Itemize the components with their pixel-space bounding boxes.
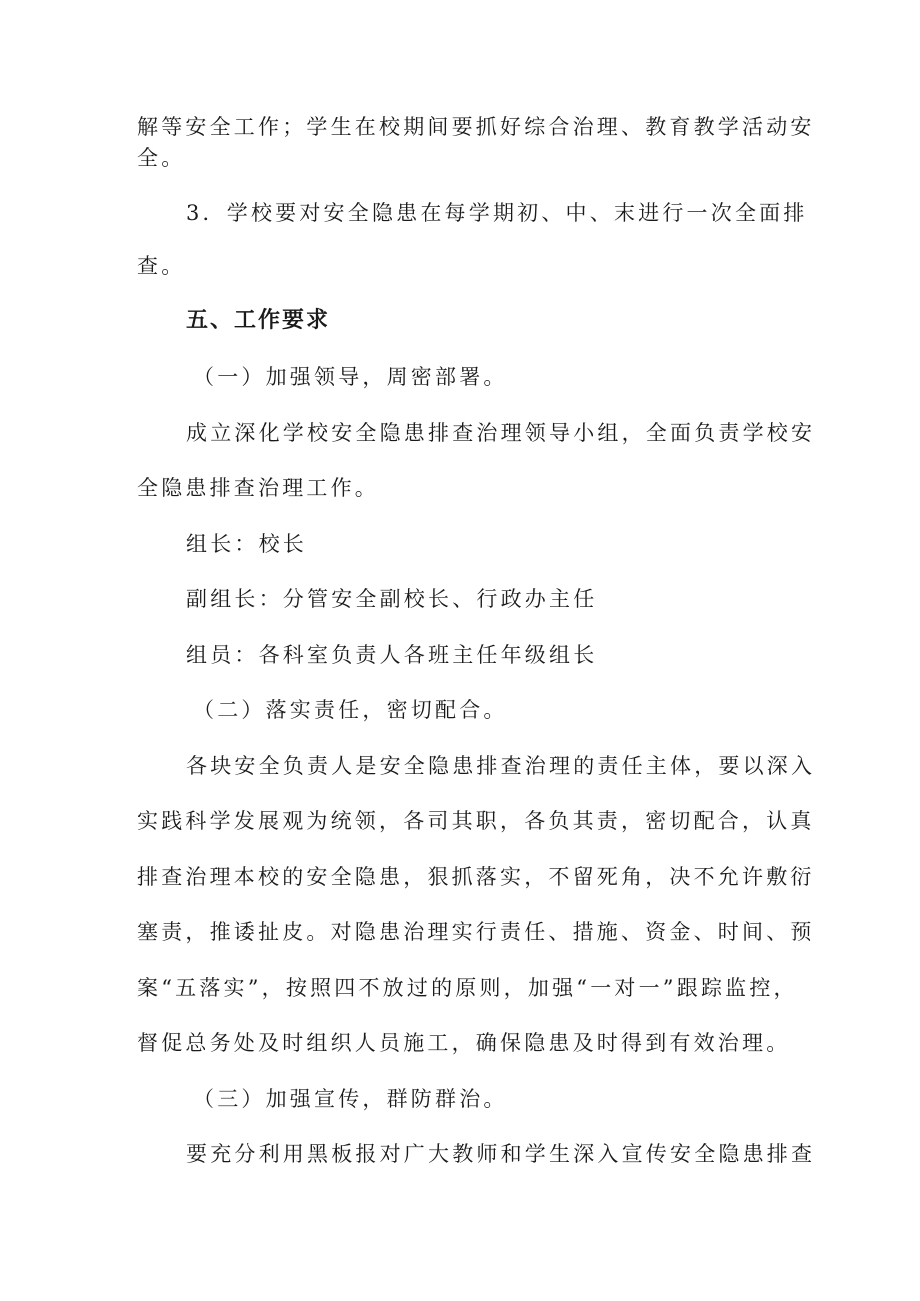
paragraph-line: 督促总务处及时组织人员施工，确保隐患及时得到有效治理。 — [137, 1031, 791, 1055]
body-text-line: 查。 — [137, 254, 186, 278]
list-item-3: 3．学校要对安全隐患在每学期初、中、末进行一次全面排 — [186, 201, 808, 225]
subsection-heading-3: （三）加强宣传，群防群治。 — [193, 1087, 508, 1111]
body-text-line: 全。 — [137, 146, 186, 170]
paragraph-line: 案“五落实”，按照四不放过的原则，加强“一对一”跟踪监控， — [137, 976, 798, 1000]
paragraph-line: 各块安全负责人是安全隐患排查治理的责任主体，要以深入 — [186, 754, 816, 778]
subsection-heading-2: （二）落实责任，密切配合。 — [193, 698, 508, 722]
paragraph-line: 实践科学发展观为统领，各司其职，各负其责，密切配合，认真 — [137, 809, 815, 833]
subsection-heading-1: （一）加强领导，周密部署。 — [193, 365, 508, 389]
paragraph-line: 全隐患排查治理工作。 — [137, 476, 379, 500]
leader-line: 组长：校长 — [186, 532, 307, 556]
deputy-leader-line: 副组长：分管安全副校长、行政办主任 — [186, 587, 598, 611]
paragraph-line: 塞责，推诿扯皮。对隐患治理实行责任、措施、资金、时间、预 — [137, 920, 815, 944]
paragraph-line: 成立深化学校安全隐患排查治理领导小组，全面负责学校安 — [186, 421, 816, 445]
paragraph-line: 要充分利用黑板报对广大教师和学生深入宣传安全隐患排查 — [186, 1142, 816, 1166]
section-heading: 五、工作要求 — [186, 308, 331, 333]
paragraph-line: 排查治理本校的安全隐患，狠抓落实，不留死角，决不允许敷衍 — [137, 865, 815, 889]
members-line: 组员：各科室负责人各班主任年级组长 — [186, 643, 598, 667]
body-text-line: 解等安全工作；学生在校期间要抓好综合治理、教育教学活动安 — [137, 115, 815, 139]
